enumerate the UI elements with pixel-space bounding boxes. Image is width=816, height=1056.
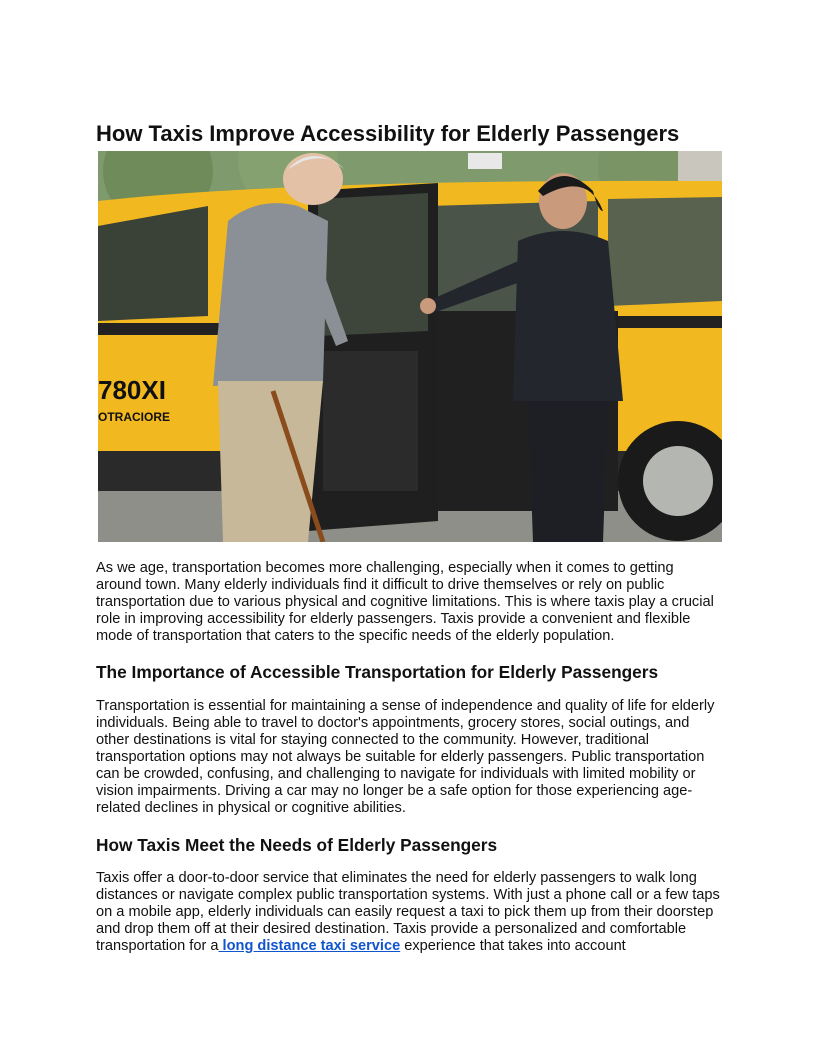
- taxi-company-text: OTRACIORE: [98, 410, 170, 424]
- section-body-needs: [96, 870, 722, 955]
- taxi-illustration: [98, 151, 722, 542]
- taxi-number-text: 780XI: [98, 375, 166, 405]
- long-distance-taxi-link[interactable]: long distance taxi service: [218, 938, 401, 954]
- section-heading-needs: How Taxis Meet the Needs of Elderly Passengers: [96, 835, 498, 855]
- page-title: How Taxis Improve Accessibility for Elderly Passengers: [96, 121, 680, 146]
- section-body-needs-text: Taxis offer a door-to-door service that eliminates the need for elderly passengers to walk long distances or navigate complex public transportation systems. With just a phone call or a few taps on a mobile app, elderly individuals can easily request a taxi to pick them up from their doorstep and drop them off at their desired destination. Taxis provide a personalized and comfortable transportation for a: [96, 870, 720, 954]
- intro-paragraph: As we age, transportation becomes more challenging, especially when it comes to getting around town. Many elderly individuals find it difficult to drive themselves or rely on public transportation due to various physical and cognitive limitations. This is where taxis play a crucial role in improving accessibility for elderly passengers. Taxis provide a convenient and flexible mode of transportation that caters to the specific needs of the elderly population.: [96, 560, 714, 644]
- section-body-needs-tail: experience that takes into account: [400, 938, 626, 954]
- section-heading-importance: The Importance of Accessible Transportation for Elderly Passengers: [96, 662, 659, 682]
- section-body-importance: Transportation is essential for maintaining a sense of independence and quality of life for elderly individuals. Being able to travel to doctor's appointments, grocery stores, social outings, and other destinations is vital for staying connected to the community. However, traditional transportation options may not always be suitable for elderly passengers. Public transportation can be crowded, confusing, and challenging to navigate for individuals with limited mobility or vision impairments. Driving a car may no longer be a safe option for those experiencing age-related declines in physical or cognitive abilities.: [96, 698, 715, 816]
- hero-image: [98, 151, 722, 542]
